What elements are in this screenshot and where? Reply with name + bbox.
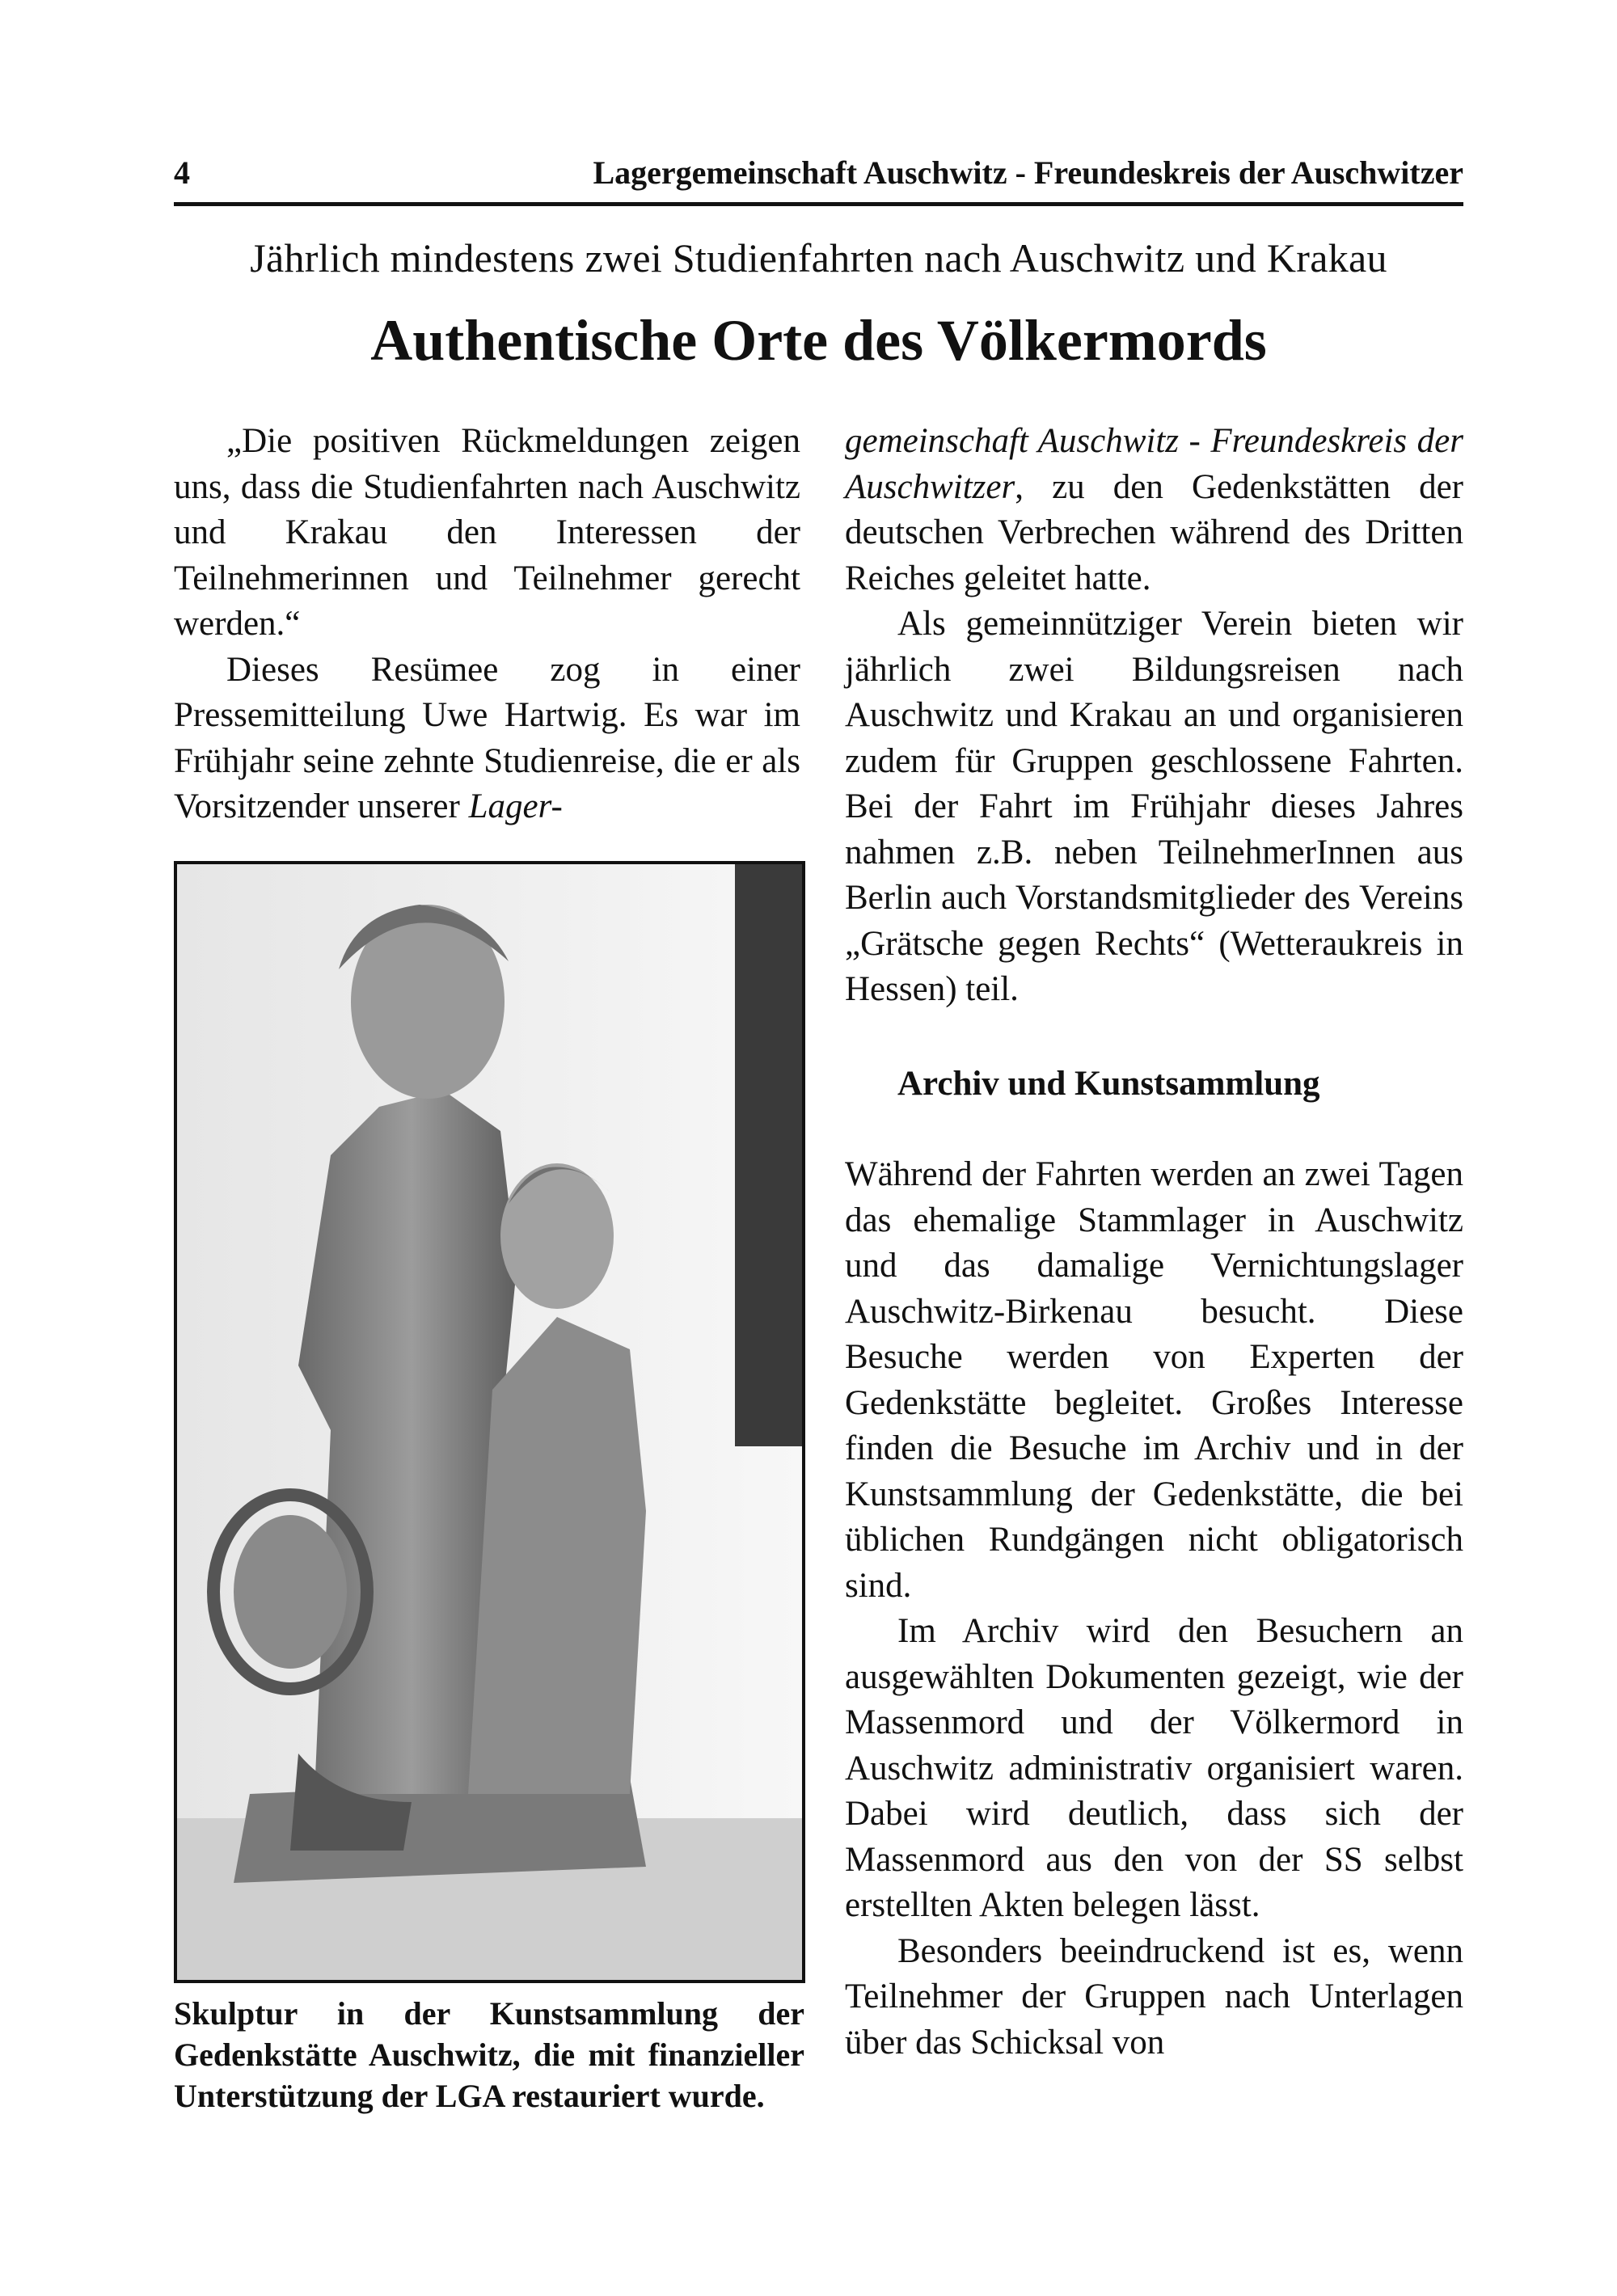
- right-paragraph-2: Als gemeinnütziger Verein bieten wir jährlich zwei Bildungsreisen nach Auschwitz und Krakau an und organisieren zudem für Gruppen geschlossene Fahrten. Bei der Fahrt im Frühjahr dieses Jahres nahmen z.B. neben TeilnehmerInnen aus Berlin auch Vorstandsmitglieder des Vereins „Grätsche gegen Rechts“ (Wetteraukreis in Hessen) teil.: [845, 605, 1463, 1008]
- left-paragraph-2: Dieses Resümee zog in einer Pressemitteilung Uwe Hartwig. Es war im Frühjahr seine zehnte Studienreise, die er als Vorsitzender unserer Lager-: [174, 650, 800, 825]
- page-header: [174, 154, 1463, 194]
- right-bottom-paragraph-3: Besonders beeindruckend ist es, wenn Teilnehmer der Gruppen nach Unterlagen über das Schicksal von: [845, 1931, 1463, 2062]
- right-column-bottom: [845, 1152, 1463, 2066]
- sculpture-image: [177, 864, 802, 1980]
- article-kicker: Jährlich mindestens zwei Studienfahrten nach Auschwitz und Krakau: [250, 235, 1387, 281]
- left-column: [174, 419, 800, 830]
- right-paragraph-1: gemeinschaft Auschwitz - Freundeskreis der Auschwitzer, zu den Gedenkstätten der deutschen Verbrechen während des Dritten Reiches geleitet hatte.: [845, 422, 1463, 597]
- sculpture-photo: [174, 861, 805, 1983]
- article-headline: Authentische Orte des Völkermords: [370, 308, 1267, 373]
- left-paragraph-1: „Die positiven Rückmeldungen zeigen uns, dass die Studienfahrten nach Auschwitz und Krakau den Interessen der Teilnehmerinnen und Teilnehmer gerecht werden.“: [174, 422, 800, 643]
- running-title: Lagergemeinschaft Auschwitz - Freundeskreis der Auschwitzer: [593, 154, 1463, 191]
- page-number: 4: [174, 154, 190, 191]
- right-bottom-paragraph-2: Im Archiv wird den Besuchern an ausgewählten Dokumenten gezeigt, wie der Massenmord und der Völkermord in Auschwitz administrativ organisiert waren. Dabei wird deutlich, dass sich der Massenmord aus den von der SS selbst erstellten Akten belegen lässt.: [845, 1612, 1463, 1924]
- right-column-top: [845, 419, 1463, 1013]
- photo-caption: Skulptur in der Kunstsammlung der Gedenkstätte Auschwitz, die mit finanzieller Unterstützung der LGA restauriert wurde.: [174, 1995, 804, 2114]
- right-bottom-paragraph-1: Während der Fahrten werden an zwei Tagen das ehemalige Stammlager in Auschwitz und das damalige Vernichtungslager Auschwitz-Birkenau besucht. Diese Besuche werden von Experten der Gedenkstätte begleitet. Großes Interesse finden die Besuche im Archiv und in der Kunstsammlung der Gedenkstätte, die bei üblichen Rundgängen nicht obligatorisch sind.: [845, 1155, 1463, 1605]
- section-subheading: Archiv und Kunstsammlung: [897, 1065, 1320, 1103]
- header-rule: [174, 202, 1463, 206]
